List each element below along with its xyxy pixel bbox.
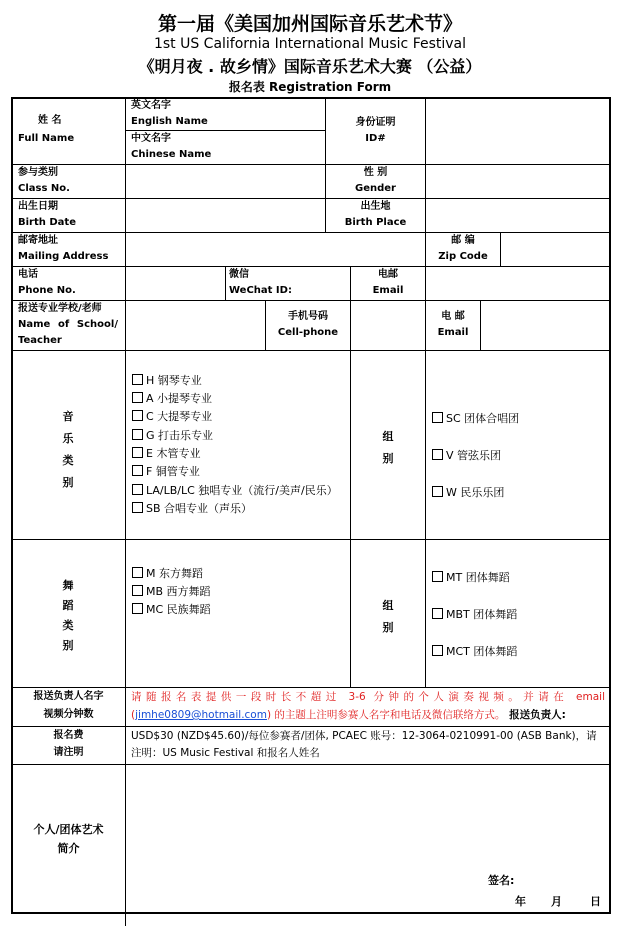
name-label-en: Full Name	[18, 133, 75, 144]
phone-label-en: Phone No.	[18, 285, 76, 296]
zip-label-en: Zip Code	[438, 251, 488, 262]
rule	[350, 350, 351, 687]
checkbox-icon[interactable]	[132, 374, 143, 385]
checkbox-icon[interactable]	[432, 645, 443, 656]
table-border-left	[11, 97, 13, 914]
chinese-name-label-cn: 中文名字	[131, 133, 171, 144]
class-label-cn: 参与类别	[18, 167, 58, 178]
birth-place-label-cn: 出生地	[360, 201, 391, 212]
school-field[interactable]	[127, 301, 264, 349]
form-title: 报名表 Registration Form	[228, 80, 392, 94]
music-group-label: 组 别	[382, 430, 394, 465]
checkbox-icon[interactable]	[132, 603, 143, 614]
fee-label-2: 请注明	[53, 747, 84, 758]
english-name-label-cn: 英文名字	[131, 100, 171, 111]
group-option-mt[interactable]: MT 团体舞蹈	[432, 569, 510, 587]
video-instruction-2: (jimhe0809@hotmail.com) 的主题上注明参赛人名字和电话及微信联络方式。 报送负责人:	[131, 709, 566, 721]
checkbox-icon[interactable]	[132, 484, 143, 495]
class-field[interactable]	[127, 165, 324, 197]
fee-text: USD$30 (NZD$45.60)/每位参赛者/团体, PCAEC 账号：12-3064-0210991-00 (ASB Bank)，请注明：US Music Festival 和报名人姓名	[131, 730, 597, 759]
address-field[interactable]	[127, 233, 424, 265]
music-option-vocal[interactable]: LA/LB/LC 独唱专业（流行/美声/民乐）	[132, 482, 338, 500]
school-label-en: Name of School/	[18, 319, 118, 330]
chinese-name-field[interactable]	[127, 148, 324, 163]
phone-label-cn: 电话	[18, 269, 38, 280]
wechat-label-cn: 微信	[229, 269, 249, 280]
contest-title: 《明月夜 . 故乡情》国际音乐艺术大赛 （公益）	[138, 57, 482, 76]
rule	[125, 98, 126, 926]
fee-label-1: 报名费	[53, 730, 84, 741]
table-border-bottom	[11, 912, 611, 914]
rule	[12, 764, 610, 765]
email-label-en: Email	[372, 285, 404, 296]
wechat-label-en: WeChat ID:	[229, 285, 292, 296]
birth-place-field[interactable]	[427, 199, 608, 231]
rule	[425, 266, 426, 300]
signature-label: 签名:	[488, 874, 515, 887]
birth-place-label-en: Birth Place	[344, 217, 407, 228]
checkbox-icon[interactable]	[132, 392, 143, 403]
video-label-2: 视频分钟数	[43, 709, 94, 720]
music-option-piano[interactable]: H 钢琴专业	[132, 372, 202, 390]
checkbox-icon[interactable]	[132, 429, 143, 440]
group-option-choir[interactable]: SC 团体合唱团	[432, 410, 519, 428]
date-day-label: 日	[590, 895, 601, 908]
id-label-en: ID#	[365, 133, 386, 144]
birth-date-field[interactable]	[127, 199, 324, 231]
checkbox-icon[interactable]	[432, 571, 443, 582]
email2-label-en: Email	[437, 327, 469, 338]
rule	[350, 300, 351, 350]
music-option-cello[interactable]: C 大提琴专业	[132, 408, 212, 426]
rule	[425, 350, 426, 687]
rule	[12, 350, 610, 351]
rule	[12, 687, 610, 688]
name-label-cn: 姓 名	[38, 115, 62, 126]
checkbox-icon[interactable]	[132, 502, 143, 513]
address-label-cn: 邮寄地址	[18, 235, 58, 246]
rule	[12, 539, 610, 540]
birth-date-label-cn: 出生日期	[18, 201, 58, 212]
signature-field[interactable]	[522, 873, 606, 889]
gender-field[interactable]	[427, 165, 608, 197]
email-label-cn: 电邮	[378, 269, 398, 280]
bio-field[interactable]	[127, 766, 608, 866]
rule	[425, 164, 426, 232]
school-label-cn: 报送专业学校/老师	[18, 303, 102, 314]
checkbox-icon[interactable]	[132, 465, 143, 476]
id-label-cn: 身份证明	[355, 117, 396, 128]
music-option-brass[interactable]: F 铜管专业	[132, 463, 200, 481]
email-field[interactable]	[427, 267, 608, 299]
table-border-right	[609, 97, 611, 914]
title-english: 1st US California International Music Festival	[153, 36, 467, 52]
responsible-label: 报送负责人:	[505, 709, 566, 721]
group-option-mbt[interactable]: MBT 团体舞蹈	[432, 606, 517, 624]
dance-category-label: 舞 蹈 类 别	[62, 579, 74, 652]
video-label-1: 报送负责人名字	[33, 691, 104, 702]
rule	[480, 300, 481, 350]
title-chinese: 第一届《美国加州国际音乐艺术节》	[157, 13, 462, 35]
cell-label-en: Cell-phone	[277, 327, 339, 338]
gender-label-cn: 性 别	[363, 167, 388, 178]
checkbox-icon[interactable]	[132, 585, 143, 596]
zip-field[interactable]	[502, 233, 608, 265]
video-instruction: 请随报名表提供一段时长不超过 3-6 分钟的个人演奏视频。并请在 email	[131, 691, 605, 703]
class-label-en: Class No.	[18, 183, 70, 194]
english-name-label-en: English Name	[131, 116, 208, 127]
email2-label-cn: 电 邮	[441, 311, 465, 322]
music-option-choir[interactable]: SB 合唱专业（声乐）	[132, 500, 252, 518]
checkbox-icon[interactable]	[432, 449, 443, 460]
gender-label-en: Gender	[355, 183, 396, 194]
dance-option-western[interactable]: MB 西方舞蹈	[132, 583, 211, 601]
checkbox-icon[interactable]	[132, 567, 143, 578]
cell-field[interactable]	[352, 301, 424, 349]
rule	[500, 232, 501, 266]
birth-date-label-en: Birth Date	[18, 217, 76, 228]
music-option-percussion[interactable]: G 打击乐专业	[132, 427, 213, 445]
english-name-field[interactable]	[127, 115, 324, 129]
date-month-label: 月	[551, 895, 562, 908]
rule	[12, 726, 610, 727]
dance-option-folk[interactable]: MC 民族舞蹈	[132, 601, 211, 619]
cell-label-cn: 手机号码	[288, 311, 328, 322]
group-option-folk-orchestra[interactable]: W 民乐乐团	[432, 484, 504, 502]
rule	[225, 266, 226, 300]
checkbox-icon[interactable]	[132, 447, 143, 458]
bio-label-2: 简介	[57, 842, 80, 855]
checkbox-icon[interactable]	[432, 608, 443, 619]
zip-label-cn: 邮 编	[451, 235, 475, 246]
music-option-woodwind[interactable]: E 木管专业	[132, 445, 200, 463]
contact-email-link[interactable]: jimhe0809@hotmail.com	[135, 709, 267, 721]
email2-field[interactable]	[482, 301, 608, 349]
dance-option-oriental[interactable]: M 东方舞蹈	[132, 565, 203, 583]
id-field[interactable]	[427, 99, 608, 163]
bio-label-1: 个人/团体艺术	[33, 823, 104, 836]
checkbox-icon[interactable]	[432, 412, 443, 423]
dance-group-label: 组 别	[382, 599, 394, 634]
checkbox-icon[interactable]	[432, 486, 443, 497]
rule	[425, 98, 426, 164]
date-year-label: 年	[515, 895, 526, 908]
group-option-mct[interactable]: MCT 团体舞蹈	[432, 643, 517, 661]
music-category-label: 音 乐 类 别	[62, 410, 74, 489]
teacher-label-en: Teacher	[18, 335, 62, 346]
wechat-field[interactable]	[290, 283, 348, 299]
group-option-orchestra[interactable]: V 管弦乐团	[432, 447, 501, 465]
chinese-name-label-en: Chinese Name	[131, 149, 212, 160]
checkbox-icon[interactable]	[132, 410, 143, 421]
phone-field[interactable]	[127, 267, 224, 299]
music-option-violin[interactable]: A 小提琴专业	[132, 390, 212, 408]
address-label-en: Mailing Address	[18, 251, 109, 262]
